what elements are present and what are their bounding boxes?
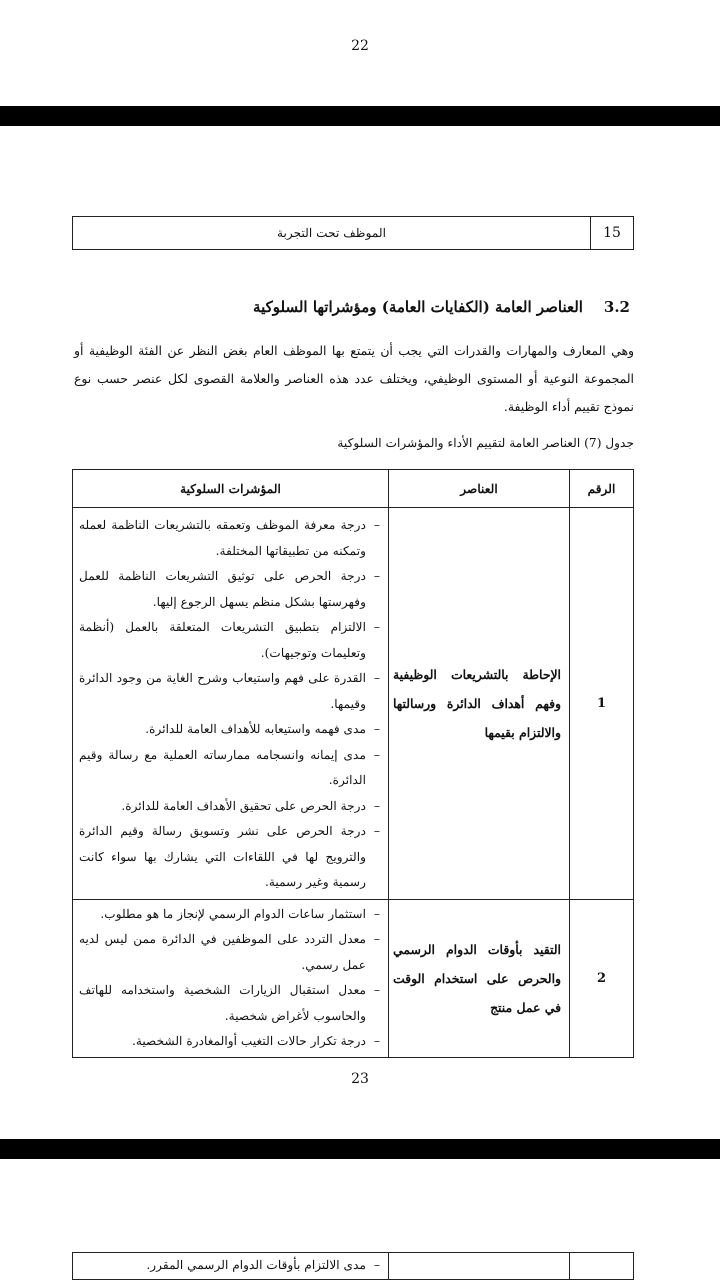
indicator-item: – درجة الحرص على توثيق التشريعات الناظمة للعمل وفهرستها بشكل منظم يسهل الرجوع إليها. [79,564,380,615]
indicator-item: – درجة تكرار حالات التغيب أوالمغادرة الشخصية. [79,1029,380,1055]
indicator-item: – الالتزام بتطبيق التشريعات المتعلقة بالعمل (أنظمة وتعليمات وتوجيهات). [79,615,380,666]
section-title: العناصر العامة (الكفايات العامة) ومؤشراتها السلوكية [253,298,583,316]
indicator-item: – القدرة على فهم واستيعاب وشرح الغاية من وجود الدائرة وقيمها. [79,666,380,717]
page-number-middle: 23 [351,1071,369,1087]
row-15-table [72,216,634,250]
indicator-item: – درجة الحرص على تحقيق الأهداف العامة للدائرة. [79,794,380,820]
indicator-item: – مدى إيمانه وانسجامه ممارساته العملية مع رسالة وقيم الدائرة. [79,743,380,794]
continuation-number-cell [570,1253,634,1280]
row-1-indicators [73,508,389,900]
indicator-item: – استثمار ساعات الدوام الرسمي لإنجاز ما هو مطلوب. [79,902,380,928]
indicator-item: – مدى فهمه واستيعابه للأهداف العامة للدائرة. [79,717,380,743]
table-row [73,899,634,1057]
row-2-element: التقيد بأوقات الدوام الرسمي والحرص على استخدام الوقت في عمل منتج [389,899,570,1057]
row-15-label: الموظف تحت التجربة [73,217,591,250]
row-1-number: 1 [570,508,634,900]
indicator-item: – معدل التردد على الموظفين في الدائرة ممن ليس لديه عمل رسمي. [79,927,380,978]
row-1-element: الإحاطة بالتشريعات الوظيفية وفهم أهداف الدائرة ورسالتها والالتزام بقيمها [389,508,570,900]
continuation-element-cell [389,1253,570,1280]
row-15-number: 15 [591,217,634,250]
table-header-row [73,470,634,508]
indicator-item: – معدل استقبال الزيارات الشخصية واستخدامه للهاتف والحاسوب لأغراض شخصية. [79,978,380,1029]
page-number-top: 22 [351,38,369,54]
header-elements: العناصر [389,470,570,508]
section-heading [253,298,630,316]
row-2-number: 2 [570,899,634,1057]
indicator-item: – درجة الحرص على نشر وتسويق رسالة وقيم الدائرة والترويج لها في اللقاءات التي يشارك بها سواء كانت رسمية وغير رسمية. [79,819,380,896]
row-2-indicators [73,899,389,1057]
indicator-item: – مدى الالتزام بأوقات الدوام الرسمي المقرر. [79,1253,380,1279]
competencies-table [72,469,634,1058]
continuation-table [72,1252,634,1280]
page-separator-bar [0,106,720,126]
table-caption: جدول (7) العناصر العامة لتقييم الأداء والمؤشرات السلوكية [337,436,634,450]
header-indicators: المؤشرات السلوكية [73,470,389,508]
header-number: الرقم [570,470,634,508]
table-row [73,508,634,900]
indicator-item: – درجة معرفة الموظف وتعمقه بالتشريعات الناظمة لعمله وتمكنه من تطبيقاتها المختلفة. [79,513,380,564]
section-paragraph: وهي المعارف والمهارات والقدرات التي يجب أن يتمتع بها الموظف العام بغض النظر عن الفئة الوظيفية أو المجموعة النوعية أو المستوى الوظيفي، ويختلف عدد هذه العناصر والعلامة القصوى لكل عنصر حسب نوع نموذج تقييم أداء الوظيفة. [74,343,634,414]
continuation-indicators [73,1253,389,1280]
section-number: 3.2 [603,298,630,316]
page-separator-bar [0,1139,720,1159]
